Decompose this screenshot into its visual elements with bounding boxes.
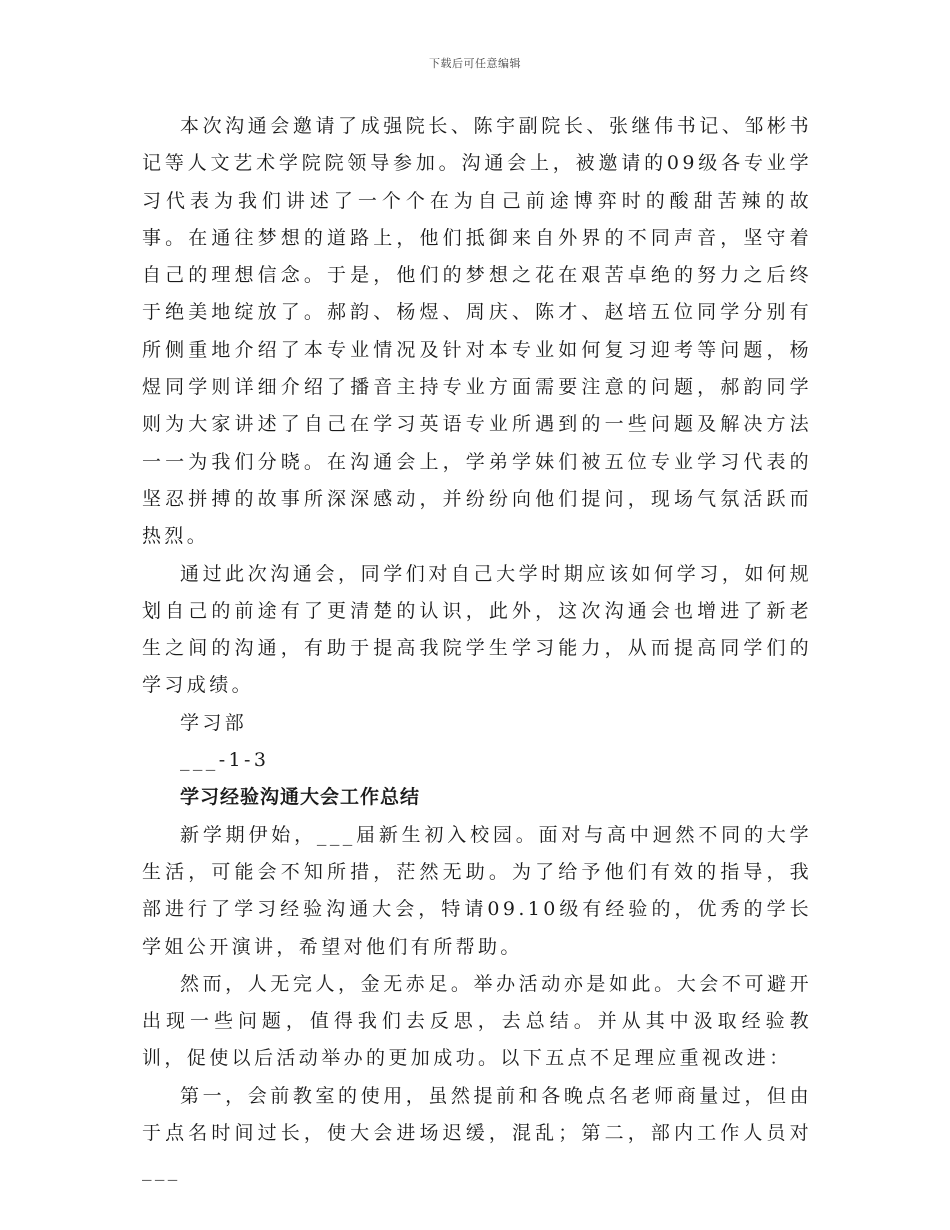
document-body [142, 108, 812, 1190]
paragraph-meeting-summary: 本次沟通会邀请了成强院长、陈宇副院长、张继伟书记、邹彬书记等人文艺术学院院领导参加。沟通会上，被邀请的09级各专业学习代表为我们讲述了一个个在为自己前途博弈时的酸甜苦辣的故事。在通往梦想的道路上，他们抵御来自外界的不同声音，坚守着自己的理想信念。于是，他们的梦想之花在艰苦卓绝的努力之后终于绝美地绽放了。郝韵、杨煜、周庆、陈才、赵培五位同学分别有所侧重地介绍了本专业情况及针对本专业如何复习迎考等问题，杨煜同学则详细介绍了播音主持专业方面需要注意的问题，郝韵同学则为大家讲述了自己在学习英语专业所遇到的一些问题及解决方法一一为我们分晓。在沟通会上，学弟学妹们被五位专业学习代表的坚忍拼搏的故事所深深感动，并纷纷向他们提问，现场气氛活跃而热烈。 [142, 115, 812, 548]
signature-department: 学习部 [180, 711, 248, 734]
section-heading: 学习经验沟通大会工作总结 [180, 786, 421, 809]
paragraph-meeting-outcome: 通过此次沟通会，同学们对自己大学时期应该如何学习，如何规划自己的前途有了更清楚的认识，此外，这次沟通会也增进了新老生之间的沟通，有助于提高我院学生学习能力，从而提高同学们的学习成绩。 [142, 562, 812, 697]
paragraph-shortcomings: 第一，会前教室的使用，虽然提前和各晚点名老师商量过，但由于点名时间过长，使大会进场迟缓，混乱；第二，部内工作人员对___ [142, 1084, 812, 1182]
paragraph-reflection: 然而，人无完人，金无赤足。举办活动亦是如此。大会不可避开出现一些问题，值得我们去反思，去总结。并从其中汲取经验教训，促使以后活动举办的更加成功。以下五点不足理应重视改进： [142, 972, 812, 1070]
page-header-note: 下载后可任意编辑 [429, 57, 521, 70]
paragraph-new-semester: 新学期伊始，___届新生初入校园。面对与高中迥然不同的大学生活，可能会不知所措，茫然无助。为了给予他们有效的指导，我部进行了学习经验沟通大会，特请09.10级有经验的，优秀的学长学姐公开演讲，希望对他们有所帮助。 [142, 823, 812, 958]
signature-date: ___-1-3 [180, 749, 270, 772]
